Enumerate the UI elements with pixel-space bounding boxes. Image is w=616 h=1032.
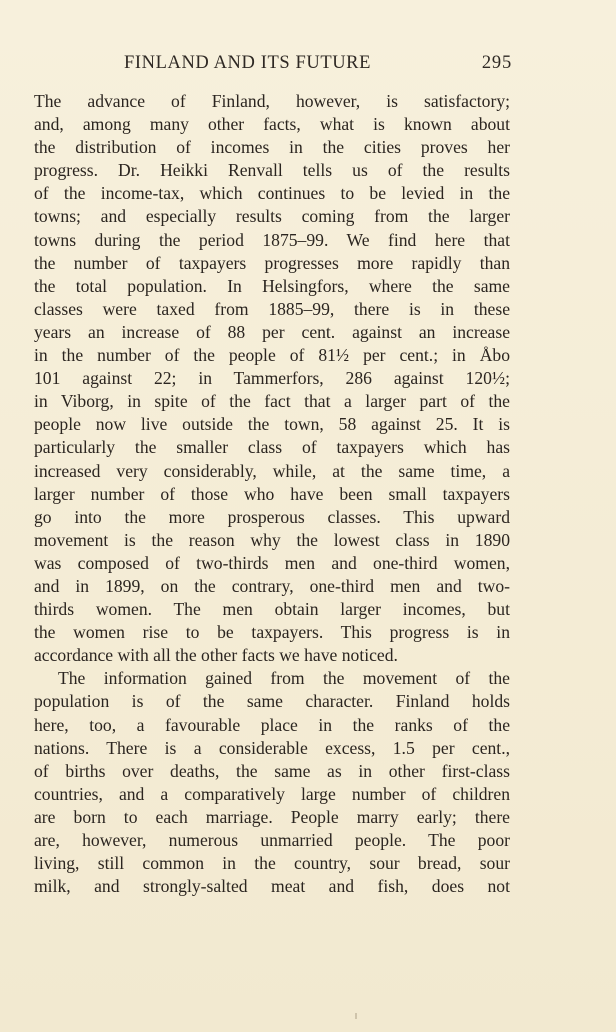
text-line: of the income-tax, which continues to be levied in the xyxy=(34,183,510,204)
text-line: The advance of Finland, however, is satisfactory; xyxy=(34,91,510,111)
body-text xyxy=(34,90,510,898)
text-line: classes were taxed from 1885–99, there is in these xyxy=(34,298,510,319)
text-line: countries, and a comparatively large number of children xyxy=(34,783,510,804)
text-line: the number of taxpayers progresses more rapidly than xyxy=(34,252,510,273)
text-line: larger number of those who have been small taxpayers xyxy=(34,483,510,504)
text-line: towns; and especially results coming from the larger xyxy=(34,206,510,227)
text-line: the women rise to be taxpayers. This progress is in xyxy=(34,622,510,643)
text-line: living, still common in the country, sour bread, sour xyxy=(34,853,510,874)
text-line: population is of the same character. Finland holds xyxy=(34,691,510,712)
text-line: increased very considerably, while, at the same time, a xyxy=(34,460,510,481)
text-line: nations. There is a considerable excess, 1.5 per cent., xyxy=(34,737,510,758)
text-line: people now live outside the town, 58 against 25. It is xyxy=(34,414,510,435)
text-line: are, however, numerous unmarried people. The poor xyxy=(34,830,510,850)
text-line: 101 against 22; in Tammerfors, 286 against 120½; xyxy=(34,368,510,389)
text-line: progress. Dr. Heikki Renvall tells us of the results xyxy=(34,160,510,181)
text-line: the distribution of incomes in the cities proves her xyxy=(34,137,510,158)
text-line: here, too, a favourable place in the ranks of the xyxy=(34,714,510,735)
text-line: and, among many other facts, what is known about xyxy=(34,114,510,135)
page-number: 295 xyxy=(481,53,512,73)
text-line: and in 1899, on the contrary, one-third men and two- xyxy=(34,575,510,596)
text-line: of births over deaths, the same as in other first-class xyxy=(34,760,510,781)
text-line: years an increase of 88 per cent. against an increase xyxy=(34,321,510,342)
text-line: particularly the smaller class of taxpayers which has xyxy=(34,437,510,458)
text-line: milk, and strongly-salted meat and fish, does not xyxy=(34,876,510,897)
text-line: in Viborg, in spite of the fact that a larger part of the xyxy=(34,391,510,412)
paper-mark xyxy=(355,1013,357,1019)
text-line: are born to each marriage. People marry early; there xyxy=(34,806,510,827)
text-line: was composed of two-thirds men and one-third women, xyxy=(34,552,510,573)
page-header xyxy=(60,53,512,77)
text-line: go into the more prosperous classes. This upward xyxy=(34,506,510,527)
text-line: movement is the reason why the lowest class in 1890 xyxy=(34,529,510,550)
text-line: accordance with all the other facts we have noticed. xyxy=(34,645,398,666)
text-line: towns during the period 1875–99. We find here that xyxy=(34,229,510,250)
text-line: The information gained from the movement of the xyxy=(58,668,510,689)
text-line: in the number of the people of 81½ per cent.; in Åbo xyxy=(34,345,510,366)
running-head: FINLAND AND ITS FUTURE xyxy=(124,53,372,73)
text-line: the total population. In Helsingfors, where the same xyxy=(34,275,510,296)
text-line: thirds women. The men obtain larger incomes, but xyxy=(34,599,510,620)
